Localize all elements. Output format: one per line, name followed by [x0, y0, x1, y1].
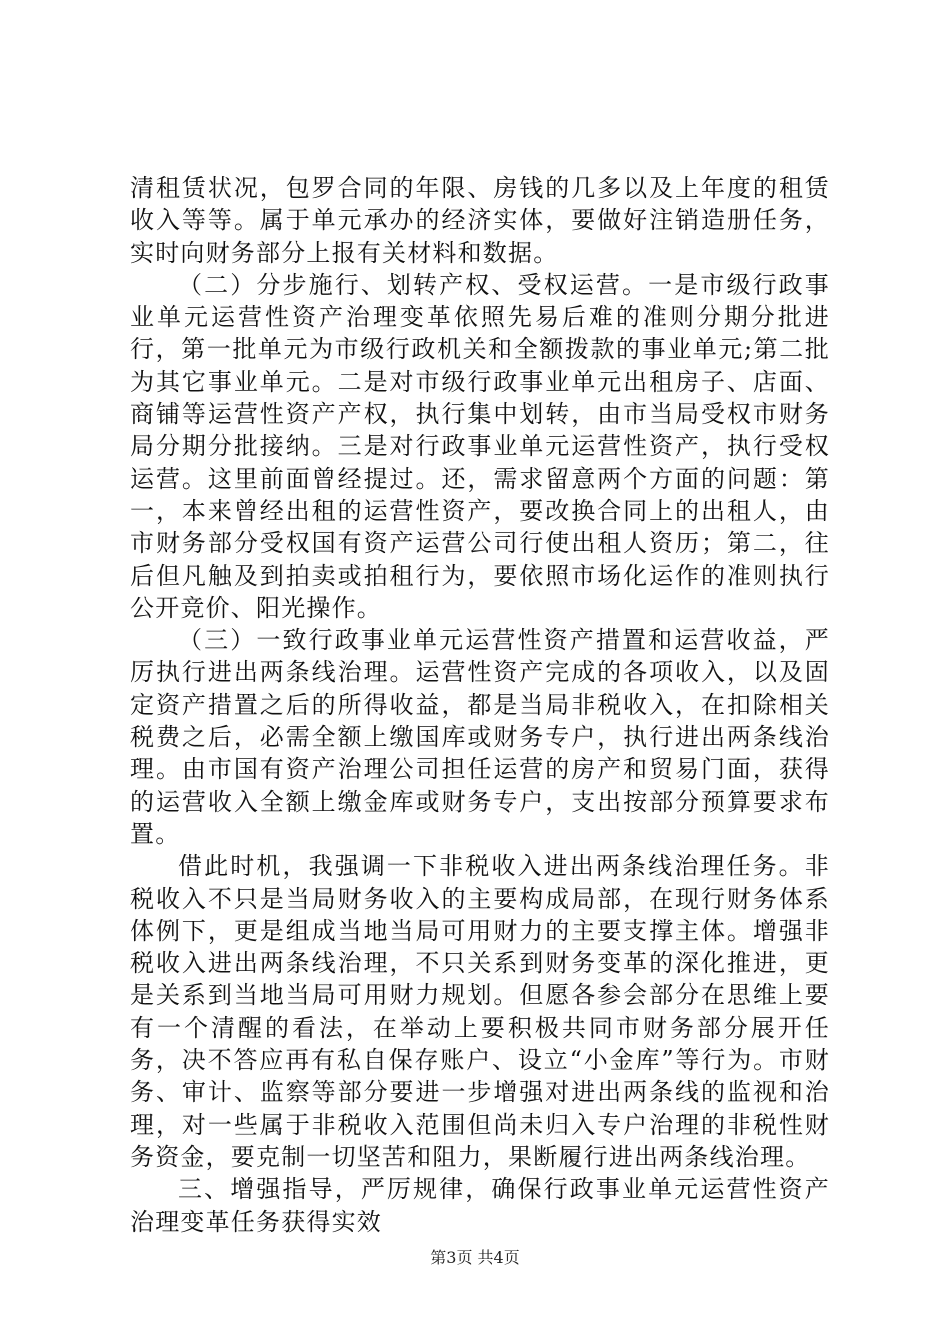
paragraph-section-three: （三）一致行政事业单元运营性资产措置和运营收益，严厉执行进出两条线治理。运营性资产完成的各项收入，以及固定资产措置之后的所得收益，都是当局非税收入，在扣除相关税费之后，必需全额上缴国库或财务专户，执行进出两条线治理。由市国有资产治理公司担任运营的房产和贸易门面，获得的运营收入全额上缴金库或财务专户，支出按部分预算要求布置。: [130, 626, 830, 848]
page-footer: 第3页 共4页: [430, 1248, 520, 1267]
paragraph-section-two: （二）分步施行、划转产权、受权运营。一是市级行政事业单元运营性资产治理变革依照先易后难的准则分期分批进行，第一批单元为市级行政机关和全额拨款的事业单元;第二批为其它事业单元。二是对市级行政事业单元出租房子、店面、商铺等运营性资产产权，执行集中划转，由市当局受权市财务局分期分批接纳。三是对行政事业单元运营性资产，执行受权运营。这里前面曾经提过。还，需求留意两个方面的问题：第一，本来曾经出租的运营性资产，要改换合同上的出租人，由市财务部分受权国有资产运营公司行使出租人资历；第二，往后但凡触及到拍卖或拍租行为，要依照市场化运作的准则执行公开竞价、阳光操作。: [130, 270, 830, 622]
document-body: [130, 172, 830, 1238]
paragraph-non-tax-revenue: 借此时机，我强调一下非税收入进出两条线治理任务。非税收入不只是当局财务收入的主要构成局部，在现行财务体系体例下，更是组成当地当局可用财力的主要支撑主体。增强非税收入进出两条线治理，不只关系到财务变革的深化推进，更是关系到当地当局可用财力规划。但愿各参会部分在思维上要有一个清醒的看法，在举动上要积极共同市财务部分展开任务，决不答应再有私自保存账户、设立“小金库”等行为。市财务、审计、监察等部分要进一步增强对进出两条线的监视和治理，对一些属于非税收入范围但尚未归入专户治理的非税性财务资金，要克制一切坚苦和阻力，果断履行进出两条线治理。: [130, 852, 830, 1171]
paragraph-continuation: 清租赁状况，包罗合同的年限、房钱的几多以及上年度的租赁收入等等。属于单元承办的经济实体，要做好注销造册任务，实时向财务部分上报有关材料和数据。: [130, 174, 830, 267]
heading-part-three: 三、增强指导，严厉规律，确保行政事业单元运营性资产治理变革任务获得实效: [130, 1175, 830, 1236]
